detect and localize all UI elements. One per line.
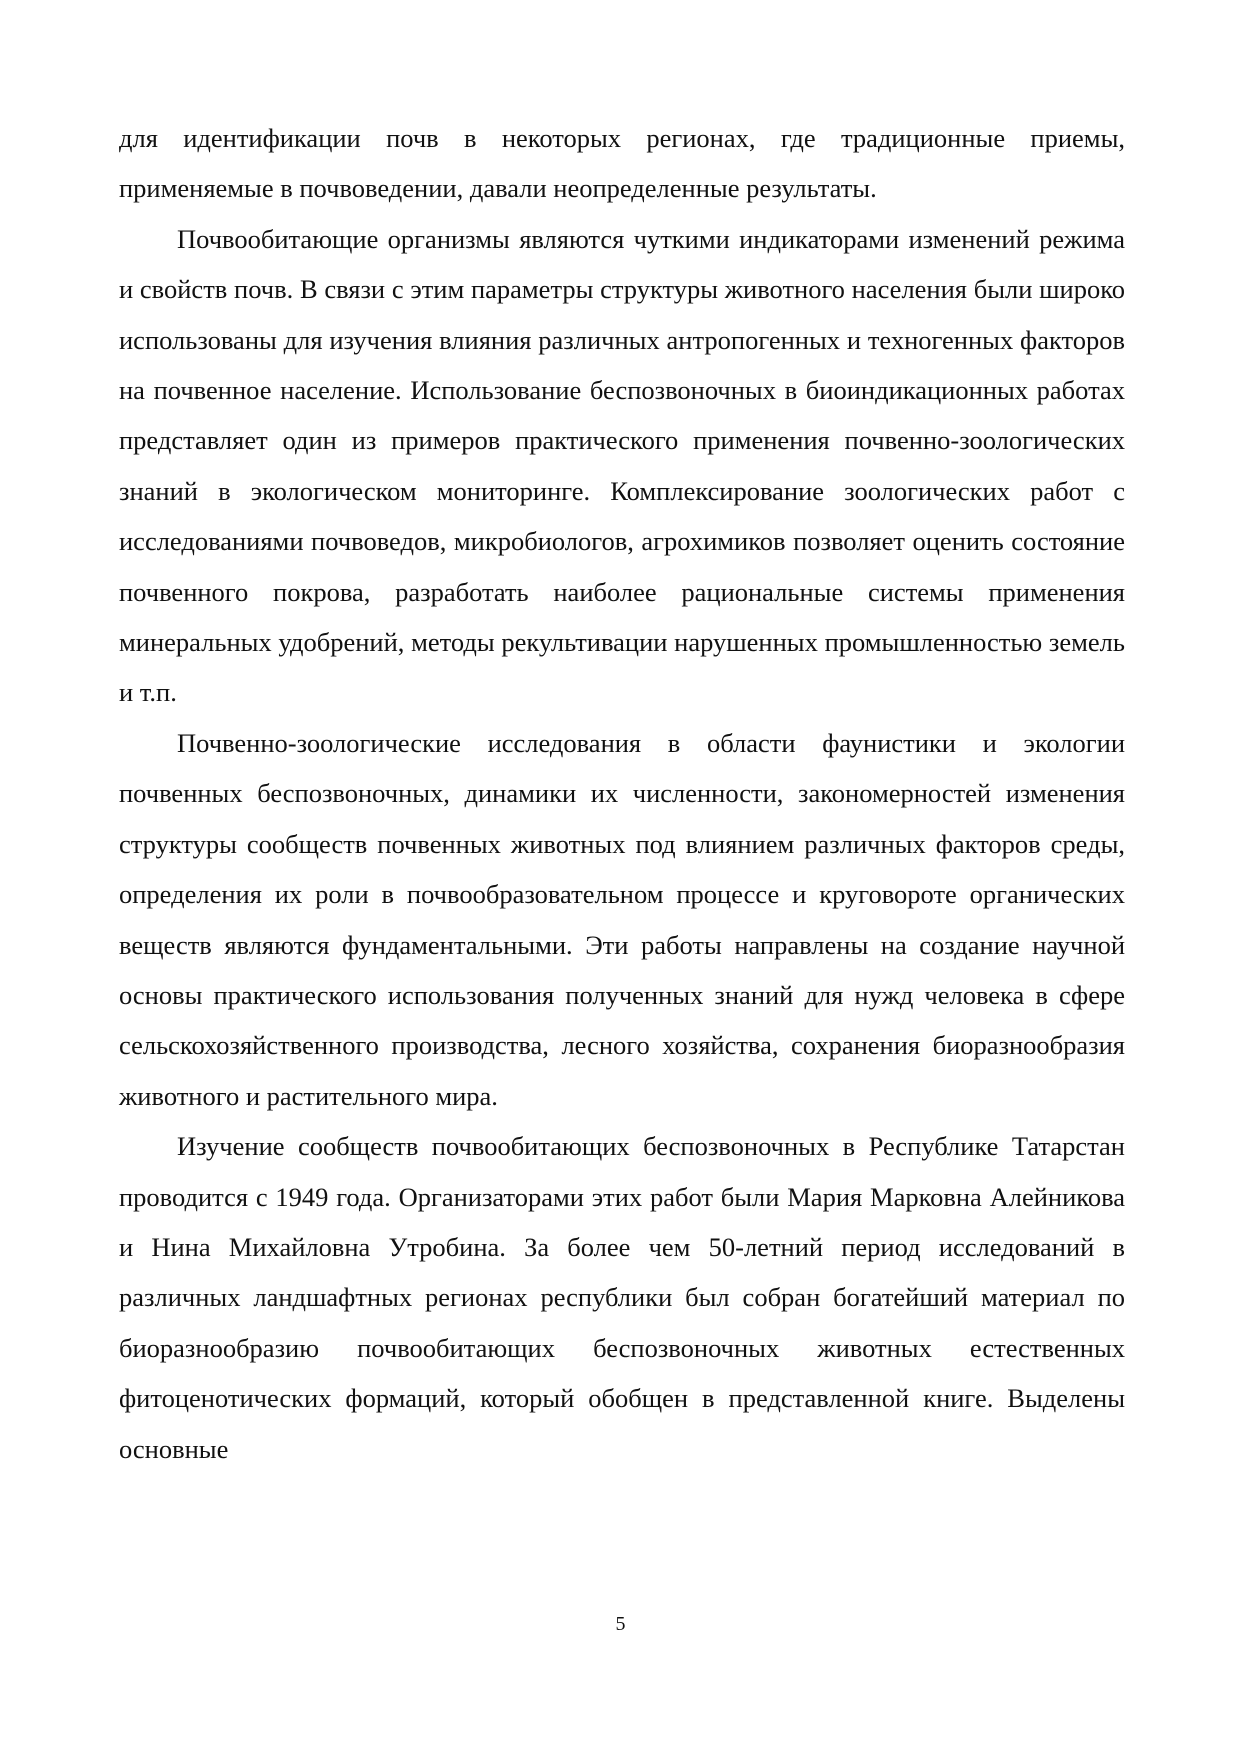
page-number: 5 bbox=[615, 1613, 626, 1635]
paragraph-continuation: для идентификации почв в некоторых регионах, где традиционные приемы, применяемые в почвоведении, давали неопределенные результаты. bbox=[119, 123, 1125, 204]
paragraph-soil-organisms-indicators: Почвообитающие организмы являются чуткими индикаторами изменений режима и свойств почв. В связи с этим параметры структуры животного населения были широко использованы для изучения влияния различных антропогенных и техногенных факторов на почвенное население. Использование беспозвоночных в биоиндикационных работах представляет один из примеров практического применения почвенно-зоологических знаний в экологическом мониторинге. Комплексирование зоологических работ с исследованиями почвоведов, микробиологов, агрохимиков позволяет оценить состояние почвенного покрова, разработать наиболее рациональные системы применения минеральных удобрений, методы рекультивации нарушенных промышленностью земель и т.п. bbox=[119, 223, 1125, 708]
paragraph-tatarstan-study: Изучение сообществ почвообитающих беспозвоночных в Республике Татарстан проводится с 1949 года. Организаторами этих работ были Мария Марковна Алейникова и Нина Михайловна Утробина. За более чем 50-летний период исследований в различных ландшафтных регионах республики был собран богатейший материал по биоразнообразию почвообитающих беспозвоночных животных естественных фитоценотических формаций, который обобщен в представленной книге. Выделены основные bbox=[119, 1131, 1125, 1464]
text-body bbox=[119, 113, 1125, 1474]
paragraph-soil-zoology-research: Почвенно-зоологические исследования в области фаунистики и экологии почвенных беспозвоночных, динамики их численности, закономерностей изменения структуры сообществ почвенных животных под влиянием различных факторов среды, определения их роли в почвообразовательном процессе и круговороте органических веществ являются фундаментальными. Эти работы направлены на создание научной основы практического использования полученных знаний для нужд человека в сфере сельскохозяйственного производства, лесного хозяйства, сохранения биоразнообразия животного и растительного мира. bbox=[119, 727, 1125, 1111]
